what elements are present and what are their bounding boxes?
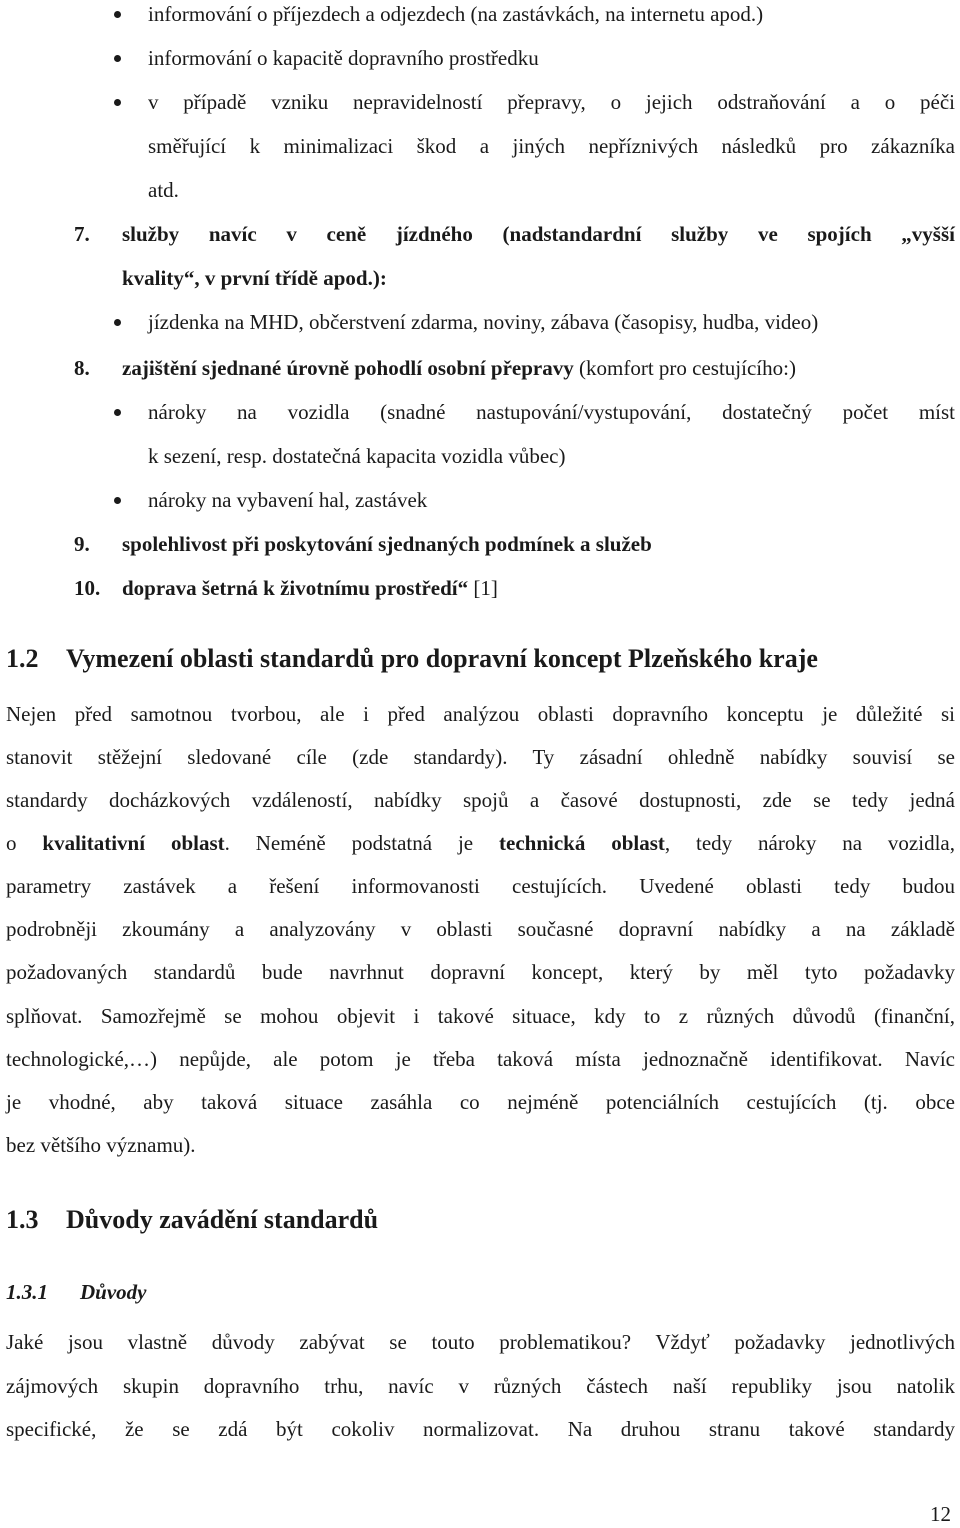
bullet-text: informování o kapacitě dopravního prostředku [148,46,539,70]
page-number: 12 [930,1502,951,1526]
list-item-title-bold: zajištění sjednané úrovně pohodlí osobní přepravy [122,356,574,380]
section-number: 1.2 [6,644,39,673]
paragraph-line: je vhodné, aby taková situace zasáhla co nejméně potenciálních cestujících (tj. obce [6,1090,955,1114]
subsection-number: 1.3.1 [6,1280,48,1304]
bullet-text: nároky na vozidla (snadné nastupování/vystupování, dostatečný počet míst [148,400,955,424]
citation-ref: [1] [468,576,498,600]
paragraph-line: podrobněji zkoumány a analyzovány v oblasti současné dopravní nabídky a na základě [6,917,955,941]
paragraph-line: specifické, že se zdá být cokoliv normalizovat. Na druhou stranu takové standardy [6,1417,955,1441]
paragraph-line: stanovit stěžejní sledované cíle (zde standardy). Ty zásadní ohledně nabídky souvisí se [6,745,955,769]
list-number: 9. [74,532,90,556]
section-title: Vymezení oblasti standardů pro dopravní koncept Plzeňského kraje [66,644,818,673]
section-number: 1.3 [6,1205,39,1234]
list-number: 10. [74,576,101,600]
bullet-text: jízdenka na MHD, občerstvení zdarma, noviny, zábava (časopisy, hudba, video) [148,310,819,334]
list-item-title-cont: kvality“, v první třídě apod.): [122,266,387,290]
bullet-icon [114,319,121,326]
paragraph-line: parametry zastávek a řešení informovanosti cestujících. Uvedené oblasti tedy budou [6,874,955,898]
bullet-text-cont: atd. [148,178,179,202]
bullet-icon [114,99,121,106]
paragraph-line: Jaké jsou vlastně důvody zabývat se touto problematikou? Vždyť požadavky jednotlivých [6,1330,955,1354]
paragraph-line: zájmových skupin dopravního trhu, navíc v různých částech naší republiky jsou natolik [6,1374,955,1398]
section-title: Důvody zavádění standardů [66,1205,379,1234]
paragraph-line: technologické,…) nepůjde, ale potom je třeba taková místa jednoznačně identifikovat. Navíc [6,1047,955,1071]
bullet-text-cont: směřující k minimalizaci škod a jiných nepříznivých následků pro zákazníka [148,134,955,158]
text-run: . Neméně podstatná je [224,831,499,855]
list-item-title: služby navíc v ceně jízdného (nadstandardní služby ve spojích „vyšší [122,222,955,246]
list-number: 8. [74,356,90,380]
list-item-title [122,574,498,602]
text-run-bold: kvalitativní oblast [42,831,225,855]
paragraph-line: standardy docházkových vzdáleností, nabídky spojů a časové dostupnosti, zde se tedy jedná [6,788,955,812]
paragraph-line: bez většího významu). [6,1133,196,1157]
bullet-icon [114,11,121,18]
paragraph-line: splňovat. Samozřejmě se mohou objevit i takové situace, kdy to z různých důvodů (finanční, [6,1004,955,1028]
list-number: 7. [74,222,90,246]
bullet-text: nároky na vybavení hal, zastávek [148,488,428,512]
text-run-bold: technická oblast [499,831,665,855]
bullet-text: v případě vzniku nepravidelností přepravy, o jejich odstraňování a o péči [148,90,955,114]
paragraph-line: Nejen před samotnou tvorbou, ale i před analýzou oblasti dopravního konceptu je důležité si [6,702,955,726]
list-item-title-bold: doprava šetrná k životnímu prostředí“ [122,576,469,600]
list-item-title: spolehlivost při poskytování sjednaných podmínek a služeb [122,532,652,556]
paragraph-line: požadovaných standardů bude navrhnut dopravní koncept, který by měl tyto požadavky [6,960,955,984]
text-run: o [6,831,43,855]
text-run: , tedy nároky na vozidla, [664,831,955,855]
paragraph-line [6,829,955,857]
bullet-icon [114,409,121,416]
bullet-text-cont: k sezení, resp. dostatečná kapacita vozidla vůbec) [148,444,566,468]
subsection-title: Důvody [80,1280,147,1304]
list-item-title-rest: (komfort pro cestujícího:) [573,356,796,380]
list-item-title [122,354,796,382]
bullet-icon [114,55,121,62]
bullet-icon [114,497,121,504]
bullet-text: informování o příjezdech a odjezdech (na zastávkách, na internetu apod.) [148,2,764,26]
